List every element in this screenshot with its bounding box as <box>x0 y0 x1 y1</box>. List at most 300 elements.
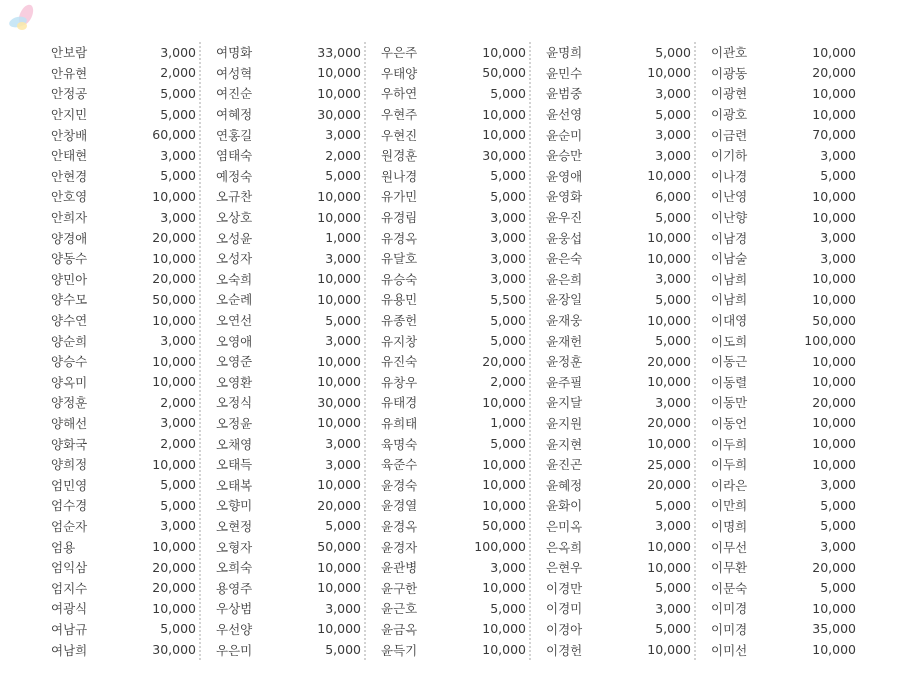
donation-amount: 3,000 <box>325 250 361 266</box>
donation-amount: 35,000 <box>812 621 856 637</box>
donor-name: 이금련 <box>711 127 748 143</box>
table-row <box>210 42 375 63</box>
donation-amount: 3,000 <box>325 600 361 616</box>
donor-name: 오희숙 <box>216 560 253 576</box>
donation-amount: 3,000 <box>655 85 691 101</box>
donor-name: 이남희 <box>711 292 748 308</box>
donor-name: 엄지수 <box>51 580 88 596</box>
donation-amount: 10,000 <box>317 271 361 287</box>
table-row <box>540 248 705 269</box>
donor-name: 윤구한 <box>381 580 418 596</box>
donation-amount: 5,000 <box>820 168 856 184</box>
donor-name: 윤영애 <box>546 168 583 184</box>
donation-amount: 20,000 <box>647 477 691 493</box>
donation-amount: 3,000 <box>160 209 196 225</box>
table-row <box>540 516 705 537</box>
table-row <box>375 207 540 228</box>
donor-name: 안보람 <box>51 45 88 61</box>
table-row <box>375 104 540 125</box>
donor-name: 윤지현 <box>546 436 583 452</box>
table-row <box>540 145 705 166</box>
donor-name: 이두희 <box>711 457 748 473</box>
donation-amount: 10,000 <box>647 559 691 575</box>
donor-name: 유경옥 <box>381 230 418 246</box>
donation-amount: 5,000 <box>655 333 691 349</box>
donation-amount: 3,000 <box>490 559 526 575</box>
donor-name: 오연선 <box>216 313 253 329</box>
donor-name: 이무선 <box>711 539 748 555</box>
table-row <box>705 166 870 187</box>
donation-amount: 3,000 <box>160 333 196 349</box>
table-row <box>375 166 540 187</box>
donor-name: 안지민 <box>51 107 88 123</box>
donation-amount: 2,000 <box>490 374 526 390</box>
donation-amount: 10,000 <box>482 642 526 658</box>
table-row <box>705 598 870 619</box>
donation-amount: 3,000 <box>820 539 856 555</box>
donor-name: 오영애 <box>216 333 253 349</box>
donor-name: 이기하 <box>711 148 748 164</box>
donor-name: 유종헌 <box>381 313 418 329</box>
donation-amount: 5,000 <box>490 312 526 328</box>
donation-amount: 20,000 <box>812 394 856 410</box>
table-row <box>375 619 540 640</box>
donation-amount: 5,000 <box>160 85 196 101</box>
table-row <box>540 619 705 640</box>
donation-amount: 10,000 <box>317 559 361 575</box>
table-row <box>705 392 870 413</box>
table-row <box>45 372 210 393</box>
donor-name: 이경미 <box>546 601 583 617</box>
table-row <box>705 330 870 351</box>
table-row <box>705 310 870 331</box>
table-row <box>705 433 870 454</box>
donor-name: 우은주 <box>381 45 418 61</box>
donor-name: 안태현 <box>51 148 88 164</box>
donation-amount: 50,000 <box>482 65 526 81</box>
donor-name: 양정훈 <box>51 395 88 411</box>
donor-name: 은옥희 <box>546 539 583 555</box>
donor-name: 오규찬 <box>216 189 253 205</box>
donation-amount: 3,000 <box>655 600 691 616</box>
table-row <box>45 495 210 516</box>
donation-amount: 20,000 <box>482 353 526 369</box>
table-row <box>540 124 705 145</box>
donation-amount: 3,000 <box>655 127 691 143</box>
column-divider <box>364 42 366 660</box>
donor-name: 윤영화 <box>546 189 583 205</box>
donor-name: 윤범중 <box>546 86 583 102</box>
donor-name: 유경림 <box>381 210 418 226</box>
donation-amount: 10,000 <box>317 188 361 204</box>
donation-amount: 5,000 <box>490 436 526 452</box>
donor-name: 이경헌 <box>546 642 583 658</box>
donation-amount: 3,000 <box>325 456 361 472</box>
donation-amount: 3,000 <box>820 147 856 163</box>
donation-amount: 10,000 <box>812 291 856 307</box>
table-row <box>540 557 705 578</box>
table-row <box>540 536 705 557</box>
table-row <box>375 42 540 63</box>
donor-name: 윤주필 <box>546 374 583 390</box>
table-row <box>540 83 705 104</box>
donation-amount: 10,000 <box>812 85 856 101</box>
table-row <box>210 433 375 454</box>
table-row <box>210 289 375 310</box>
donor-name: 이나경 <box>711 168 748 184</box>
donation-amount: 10,000 <box>647 168 691 184</box>
donor-name: 안창배 <box>51 127 88 143</box>
table-row <box>45 516 210 537</box>
table-row <box>210 639 375 660</box>
donor-name: 안호영 <box>51 189 88 205</box>
donor-name: 오정식 <box>216 395 253 411</box>
table-row <box>210 124 375 145</box>
table-row <box>705 83 870 104</box>
table-row <box>540 289 705 310</box>
donor-name: 은미옥 <box>546 518 583 534</box>
table-row <box>45 63 210 84</box>
donor-name: 오영준 <box>216 354 253 370</box>
table-row <box>705 207 870 228</box>
table-row <box>210 619 375 640</box>
table-row <box>210 310 375 331</box>
donation-amount: 10,000 <box>317 621 361 637</box>
donor-name: 이동만 <box>711 395 748 411</box>
donation-amount: 10,000 <box>482 477 526 493</box>
table-row <box>375 186 540 207</box>
table-row <box>375 474 540 495</box>
donor-name: 안현경 <box>51 168 88 184</box>
table-row <box>705 104 870 125</box>
donation-amount: 5,000 <box>325 642 361 658</box>
donor-column <box>705 42 870 660</box>
donor-name: 우하연 <box>381 86 418 102</box>
donation-amount: 3,000 <box>820 250 856 266</box>
table-row <box>45 454 210 475</box>
table-row <box>45 577 210 598</box>
donor-name: 양해선 <box>51 415 88 431</box>
table-row <box>540 639 705 660</box>
table-row <box>375 598 540 619</box>
donation-amount: 10,000 <box>317 209 361 225</box>
donation-amount: 10,000 <box>812 456 856 472</box>
donation-amount: 1,000 <box>490 415 526 431</box>
table-row <box>540 413 705 434</box>
donor-name: 엄민영 <box>51 477 88 493</box>
donation-amount: 20,000 <box>647 415 691 431</box>
donation-amount: 10,000 <box>812 415 856 431</box>
donor-name: 여남희 <box>51 642 88 658</box>
donor-name: 이동렬 <box>711 374 748 390</box>
table-row <box>45 433 210 454</box>
table-row <box>540 63 705 84</box>
donor-name: 이난영 <box>711 189 748 205</box>
donor-name: 윤은숙 <box>546 251 583 267</box>
donation-amount: 2,000 <box>160 436 196 452</box>
donor-name: 엄수경 <box>51 498 88 514</box>
donor-name: 윤재헌 <box>546 333 583 349</box>
table-row <box>210 598 375 619</box>
donation-amount: 2,000 <box>160 65 196 81</box>
table-row <box>210 166 375 187</box>
donor-name: 우현주 <box>381 107 418 123</box>
donation-amount: 10,000 <box>152 188 196 204</box>
table-row <box>540 495 705 516</box>
donation-amount: 5,000 <box>325 518 361 534</box>
table-row <box>375 372 540 393</box>
table-row <box>705 42 870 63</box>
donor-name: 윤웅섭 <box>546 230 583 246</box>
table-row <box>45 351 210 372</box>
donation-amount: 3,000 <box>160 518 196 534</box>
donor-name: 윤경열 <box>381 498 418 514</box>
table-row <box>375 557 540 578</box>
donor-name: 윤금옥 <box>381 621 418 637</box>
donor-name: 안정공 <box>51 86 88 102</box>
table-row <box>375 516 540 537</box>
table-row <box>45 83 210 104</box>
table-row <box>375 83 540 104</box>
donation-amount: 25,000 <box>647 456 691 472</box>
table-row <box>210 413 375 434</box>
donation-amount: 5,000 <box>160 497 196 513</box>
donation-amount: 50,000 <box>152 291 196 307</box>
donor-name: 이관호 <box>711 45 748 61</box>
table-row <box>375 454 540 475</box>
donation-amount: 20,000 <box>152 230 196 246</box>
donation-amount: 5,000 <box>160 168 196 184</box>
donor-name: 원나경 <box>381 168 418 184</box>
table-row <box>45 166 210 187</box>
table-row <box>45 536 210 557</box>
donation-amount: 70,000 <box>812 127 856 143</box>
table-row <box>375 145 540 166</box>
table-row <box>210 248 375 269</box>
donation-amount: 2,000 <box>160 394 196 410</box>
donation-amount: 10,000 <box>647 65 691 81</box>
donor-name: 이남희 <box>711 271 748 287</box>
table-row <box>210 577 375 598</box>
donor-name: 오성자 <box>216 251 253 267</box>
table-row <box>705 413 870 434</box>
table-row <box>540 42 705 63</box>
table-row <box>45 474 210 495</box>
donation-amount: 5,000 <box>655 44 691 60</box>
donation-amount: 10,000 <box>317 65 361 81</box>
donor-name: 이문숙 <box>711 580 748 596</box>
donation-amount: 1,000 <box>325 230 361 246</box>
donation-amount: 10,000 <box>647 312 691 328</box>
donation-amount: 50,000 <box>812 312 856 328</box>
donation-amount: 10,000 <box>647 642 691 658</box>
donor-list-table <box>45 42 870 660</box>
donor-name: 윤득기 <box>381 642 418 658</box>
donation-amount: 5,000 <box>655 621 691 637</box>
donor-name: 유창우 <box>381 374 418 390</box>
table-row <box>375 351 540 372</box>
donation-amount: 10,000 <box>482 44 526 60</box>
donation-amount: 20,000 <box>152 559 196 575</box>
donor-column <box>375 42 540 660</box>
table-row <box>210 372 375 393</box>
donation-amount: 10,000 <box>812 353 856 369</box>
table-row <box>375 577 540 598</box>
donor-name: 오성윤 <box>216 230 253 246</box>
donor-name: 오향미 <box>216 498 253 514</box>
donor-name: 윤관병 <box>381 560 418 576</box>
donation-amount: 10,000 <box>482 394 526 410</box>
donation-amount: 10,000 <box>482 127 526 143</box>
donation-amount: 5,000 <box>655 291 691 307</box>
table-row <box>705 372 870 393</box>
table-row <box>210 186 375 207</box>
donation-amount: 10,000 <box>317 580 361 596</box>
table-row <box>540 433 705 454</box>
table-row <box>45 186 210 207</box>
table-row <box>210 104 375 125</box>
donation-amount: 3,000 <box>490 271 526 287</box>
donation-amount: 5,000 <box>490 600 526 616</box>
donor-name: 우은미 <box>216 642 253 658</box>
donor-name: 이경만 <box>546 580 583 596</box>
donor-column <box>45 42 210 660</box>
table-row <box>540 330 705 351</box>
donor-name: 윤경옥 <box>381 518 418 534</box>
donation-amount: 5,000 <box>325 168 361 184</box>
table-row <box>45 227 210 248</box>
table-row <box>705 186 870 207</box>
table-row <box>210 63 375 84</box>
donor-name: 윤명희 <box>546 45 583 61</box>
table-row <box>375 63 540 84</box>
donation-amount: 33,000 <box>317 44 361 60</box>
donor-name: 윤선영 <box>546 107 583 123</box>
donation-amount: 3,000 <box>490 209 526 225</box>
table-row <box>45 42 210 63</box>
donation-amount: 3,000 <box>655 394 691 410</box>
table-row <box>210 145 375 166</box>
donation-amount: 3,000 <box>325 436 361 452</box>
table-row <box>210 227 375 248</box>
table-row <box>540 166 705 187</box>
donor-name: 윤근호 <box>381 601 418 617</box>
donation-amount: 10,000 <box>647 436 691 452</box>
donor-name: 예정숙 <box>216 168 253 184</box>
pastel-feather-logo <box>6 2 40 36</box>
table-row <box>705 63 870 84</box>
donation-amount: 10,000 <box>812 600 856 616</box>
donation-amount: 20,000 <box>812 559 856 575</box>
table-row <box>375 392 540 413</box>
donation-amount: 3,000 <box>820 477 856 493</box>
donation-amount: 5,000 <box>655 580 691 596</box>
donation-amount: 30,000 <box>152 642 196 658</box>
donor-name: 육명숙 <box>381 436 418 452</box>
table-row <box>705 577 870 598</box>
donor-name: 양희정 <box>51 457 88 473</box>
donor-name: 안유현 <box>51 65 88 81</box>
donor-name: 윤은희 <box>546 271 583 287</box>
donor-name: 윤경숙 <box>381 477 418 493</box>
table-row <box>45 248 210 269</box>
table-row <box>45 269 210 290</box>
donation-amount: 2,000 <box>325 147 361 163</box>
donor-name: 이광호 <box>711 107 748 123</box>
table-row <box>705 269 870 290</box>
donor-name: 안희자 <box>51 210 88 226</box>
donation-amount: 100,000 <box>474 539 526 555</box>
donor-name: 유태경 <box>381 395 418 411</box>
donation-amount: 10,000 <box>812 106 856 122</box>
column-divider <box>529 42 531 660</box>
donor-name: 이난향 <box>711 210 748 226</box>
donation-amount: 10,000 <box>812 374 856 390</box>
donor-name: 윤혜정 <box>546 477 583 493</box>
donation-amount: 10,000 <box>482 621 526 637</box>
donation-amount: 5,000 <box>820 518 856 534</box>
table-row <box>540 310 705 331</box>
donor-name: 오현정 <box>216 518 253 534</box>
donor-name: 윤장일 <box>546 292 583 308</box>
donor-name: 오순례 <box>216 292 253 308</box>
donation-amount: 10,000 <box>647 539 691 555</box>
table-row <box>540 186 705 207</box>
donor-name: 양화국 <box>51 436 88 452</box>
donor-name: 윤재웅 <box>546 313 583 329</box>
donor-name: 육준수 <box>381 457 418 473</box>
table-row <box>45 392 210 413</box>
table-row <box>375 310 540 331</box>
donation-amount: 10,000 <box>482 497 526 513</box>
donation-amount: 5,000 <box>160 106 196 122</box>
table-row <box>705 516 870 537</box>
table-row <box>375 433 540 454</box>
table-row <box>210 557 375 578</box>
donor-name: 이동근 <box>711 354 748 370</box>
donation-amount: 5,000 <box>490 168 526 184</box>
donation-amount: 10,000 <box>812 436 856 452</box>
table-row <box>540 577 705 598</box>
table-row <box>705 351 870 372</box>
donor-name: 엄순자 <box>51 518 88 534</box>
donor-name: 이명희 <box>711 518 748 534</box>
donation-amount: 10,000 <box>647 374 691 390</box>
table-row <box>210 83 375 104</box>
table-row <box>375 413 540 434</box>
donation-amount: 3,000 <box>325 333 361 349</box>
table-row <box>210 269 375 290</box>
table-row <box>375 495 540 516</box>
donation-amount: 30,000 <box>317 106 361 122</box>
column-divider <box>199 42 201 660</box>
donor-name: 연홍길 <box>216 127 253 143</box>
donation-amount: 10,000 <box>812 188 856 204</box>
donation-amount: 20,000 <box>647 353 691 369</box>
donation-amount: 3,000 <box>160 147 196 163</box>
donation-amount: 30,000 <box>317 394 361 410</box>
donor-column <box>210 42 375 660</box>
donor-name: 이남술 <box>711 251 748 267</box>
donor-name: 은현우 <box>546 560 583 576</box>
donor-name: 윤순미 <box>546 127 583 143</box>
table-row <box>210 351 375 372</box>
donation-amount: 10,000 <box>317 85 361 101</box>
donor-name: 이광현 <box>711 86 748 102</box>
donor-column <box>540 42 705 660</box>
donation-amount: 50,000 <box>317 539 361 555</box>
table-row <box>540 598 705 619</box>
